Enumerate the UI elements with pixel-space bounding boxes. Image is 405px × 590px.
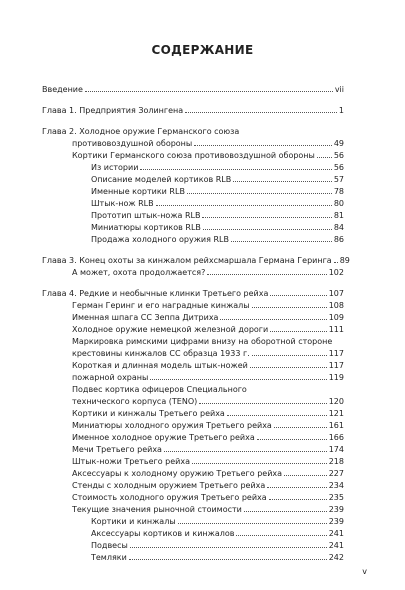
toc-entry-page: 56	[333, 151, 344, 160]
dot-leader	[250, 367, 327, 368]
toc-entry	[72, 491, 344, 502]
toc-entry-title: Темляки	[91, 553, 127, 562]
dot-leader	[317, 157, 332, 158]
toc-entry-title: Глава 1. Предприятия Золингена	[42, 106, 184, 115]
toc-entry-page: 241	[328, 541, 344, 550]
toc-entry	[42, 254, 350, 265]
toc-entry-page: 111	[328, 325, 344, 334]
toc-entry	[72, 266, 344, 277]
toc-entry	[91, 173, 344, 184]
toc-entry-page: 239	[328, 517, 344, 526]
toc-entry	[72, 395, 344, 406]
toc-entry-title: крестовины кинжалов СС образца 1933 г.	[72, 349, 250, 358]
toc-entry-page: 102	[328, 268, 344, 277]
dot-leader	[207, 274, 326, 275]
toc-entry-title: Короткая и длинная модель штык-ножей	[72, 361, 248, 370]
toc-entry-page: vii	[334, 85, 344, 94]
toc-entry-page: 108	[328, 301, 344, 310]
toc-entry-page: 78	[333, 187, 344, 196]
dot-leader	[185, 112, 337, 113]
dot-leader	[194, 145, 332, 146]
toc-entry-title: технического корпуса (TENO)	[72, 397, 198, 406]
toc-entry	[72, 419, 344, 430]
toc-entry-title: Аксессуары к холодному оружию Третьего рейха	[72, 469, 283, 478]
toc-entry	[42, 83, 344, 94]
dot-leader	[231, 241, 332, 242]
toc-entry	[72, 443, 344, 454]
toc-entry	[91, 515, 344, 526]
toc-entry-page: 166	[328, 433, 344, 442]
toc-entry-page: 89	[339, 256, 350, 265]
toc-entry	[91, 221, 344, 232]
dot-leader	[220, 319, 326, 320]
toc-entry-title: Аксессуары кортиков и кинжалов	[91, 529, 235, 538]
toc-entry-title: Стенды с холодным оружием Третьего рейха	[72, 481, 266, 490]
toc-entry-line	[42, 125, 239, 136]
toc-entry-title: Глава 2. Холодное оружие Германского союза	[42, 127, 240, 136]
toc-entry-title: Продажа холодного оружия RLB	[91, 235, 229, 244]
toc-entry-page: 80	[333, 199, 344, 208]
toc-entry-title: Подвесы	[91, 541, 128, 550]
dot-leader	[233, 181, 332, 182]
toc-entry-page: 218	[328, 457, 344, 466]
toc-entry	[72, 359, 344, 370]
dot-leader	[244, 511, 327, 512]
toc-entry-title: Мечи Третьего рейха	[72, 445, 162, 454]
dot-leader	[130, 547, 327, 548]
toc-entry	[91, 539, 344, 550]
toc-entry-page: 174	[328, 445, 344, 454]
toc-entry	[91, 551, 344, 562]
toc-heading: СОДЕРЖАНИЕ	[151, 43, 254, 57]
toc-entry-title: Описание моделей кортиков RLB	[91, 175, 232, 184]
toc-entry	[91, 527, 344, 538]
toc-entry	[72, 407, 344, 418]
toc-entry	[42, 287, 344, 298]
dot-leader	[236, 535, 326, 536]
dot-leader	[156, 205, 332, 206]
toc-entry-page: 107	[328, 289, 344, 298]
toc-entry-line	[72, 335, 332, 346]
dot-leader	[274, 427, 327, 428]
dot-leader	[150, 379, 326, 380]
dot-leader	[227, 415, 327, 416]
toc-entry-title: Стоимость холодного оружия Третьего рейха	[72, 493, 267, 502]
toc-entry-title: Штык-ножи Третьего рейха	[72, 457, 190, 466]
toc-entry-title: Герман Геринг и его наградные кинжалы	[72, 301, 250, 310]
toc-entry-page: 161	[328, 421, 344, 430]
dot-leader	[85, 91, 333, 92]
dot-leader	[140, 169, 331, 170]
toc-entry	[91, 197, 344, 208]
toc-entry	[42, 104, 344, 115]
toc-entry-page: 234	[328, 481, 344, 490]
dot-leader	[203, 229, 332, 230]
page-number: v	[362, 567, 367, 576]
toc-entry	[72, 347, 344, 358]
toc-entry	[72, 323, 344, 334]
toc-entry-title: Миниатюры кортиков RLB	[91, 223, 201, 232]
dot-leader	[202, 217, 331, 218]
toc-entry	[91, 233, 344, 244]
dot-leader	[252, 307, 327, 308]
toc-entry-title: пожарной охраны	[72, 373, 149, 382]
toc-entry-title: Прототип штык-ножа RLB	[91, 211, 201, 220]
toc-entry-page: 56	[333, 163, 344, 172]
toc-entry-title: противовоздушной обороны	[72, 139, 193, 148]
toc-entry-title: Глава 3. Конец охоты за кинжалом рейхсмаршала Германа Геринга	[42, 256, 332, 265]
toc-entry-title: Кортики и кинжалы	[91, 517, 176, 526]
dot-leader	[270, 331, 327, 332]
toc-entry-page: 84	[333, 223, 344, 232]
toc-entry	[72, 455, 344, 466]
toc-entry-title: Текущие значения рыночной стоимости	[72, 505, 242, 514]
toc-entry-page: 119	[328, 373, 344, 382]
toc-entry-page: 57	[333, 175, 344, 184]
toc-entry	[72, 431, 344, 442]
toc-entry-title: Миниатюры холодного оружия Третьего рейха	[72, 421, 272, 430]
toc-entry-title: Кортики и кинжалы Третьего рейха	[72, 409, 225, 418]
toc-entry	[91, 209, 344, 220]
dot-leader	[252, 355, 327, 356]
toc-entry-page: 227	[328, 469, 344, 478]
toc-entry-title: Штык-нож RLB	[91, 199, 154, 208]
toc-entry	[91, 161, 344, 172]
dot-leader	[192, 463, 327, 464]
toc-entry-title: Введение	[42, 85, 83, 94]
toc-entry-title: Кортики Германского союза противовоздушной обороны	[72, 151, 315, 160]
toc-entry-title: Глава 4. Редкие и необычные клинки Третьего рейха	[42, 289, 269, 298]
toc-entry-title: Маркировка римскими цифрами внизу на оборотной стороне	[72, 337, 333, 346]
toc-entry	[72, 467, 344, 478]
toc-entry-title: Из истории	[91, 163, 139, 172]
toc-entry-title: Именное холодное оружие Третьего рейха	[72, 433, 255, 442]
dot-leader	[129, 559, 327, 560]
dot-leader	[284, 475, 327, 476]
toc-entry-title: Именная шпага СС Зеппа Дитриха	[72, 313, 219, 322]
dot-leader	[187, 193, 332, 194]
toc-entry	[72, 503, 344, 514]
toc-entry	[72, 311, 344, 322]
toc-entry-line	[72, 383, 247, 394]
dot-leader	[178, 523, 327, 524]
toc-entry-page: 121	[328, 409, 344, 418]
toc-entry	[91, 185, 344, 196]
dot-leader	[334, 262, 338, 263]
toc-entry	[72, 371, 344, 382]
toc-entry-title: Холодное оружие немецкой железной дороги	[72, 325, 269, 334]
toc-entry-page: 49	[333, 139, 344, 148]
toc-entry	[72, 137, 344, 148]
dot-leader	[257, 439, 327, 440]
toc-entry-page: 86	[333, 235, 344, 244]
toc-entry-page: 117	[328, 361, 344, 370]
toc-entry	[72, 299, 344, 310]
toc-entry-page: 117	[328, 349, 344, 358]
toc-entry	[72, 149, 344, 160]
toc-entry-page: 239	[328, 505, 344, 514]
toc-entry-page: 1	[338, 106, 344, 115]
toc-entry-page: 109	[328, 313, 344, 322]
dot-leader	[269, 499, 327, 500]
toc-entry-page: 242	[328, 553, 344, 562]
dot-leader	[267, 487, 326, 488]
toc-entry-title: А может, охота продолжается?	[72, 268, 206, 277]
toc-entry-page: 81	[333, 211, 344, 220]
toc-entry-title: Именные кортики RLB	[91, 187, 185, 196]
toc-entry-page: 120	[328, 397, 344, 406]
dot-leader	[270, 295, 326, 296]
toc-entry-page: 241	[328, 529, 344, 538]
toc-entry	[72, 479, 344, 490]
dot-leader	[164, 451, 327, 452]
toc-entry-page: 235	[328, 493, 344, 502]
toc-entry-title: Подвес кортика офицеров Специального	[72, 385, 247, 394]
dot-leader	[199, 403, 326, 404]
